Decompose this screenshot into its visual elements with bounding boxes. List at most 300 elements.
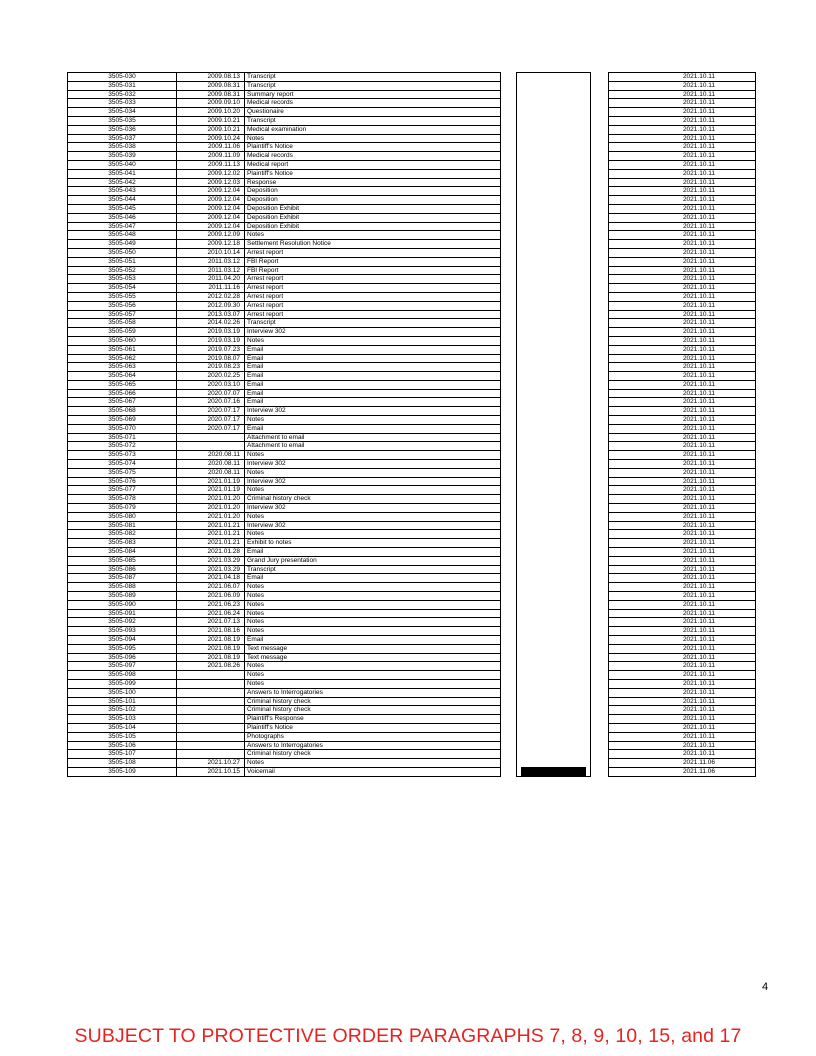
exhibit-number: 3505-083 (68, 539, 177, 548)
document-description: Interview 302 (245, 477, 501, 486)
document-description: Medical report (245, 160, 501, 169)
column-gap (591, 125, 609, 134)
redaction-column (517, 99, 591, 108)
column-gap (501, 495, 517, 504)
table-row (68, 451, 756, 460)
redaction-column (517, 662, 591, 671)
document-date: 2021.06.07 (177, 583, 245, 592)
production-date: 2021.10.11 (609, 741, 756, 750)
redaction-column (517, 372, 591, 381)
document-description: Medical examination (245, 125, 501, 134)
redaction-column (517, 336, 591, 345)
document-date: 2021.01.19 (177, 486, 245, 495)
column-gap (591, 134, 609, 143)
document-description: Criminal history check (245, 697, 501, 706)
production-date: 2021.10.11 (609, 732, 756, 741)
table-row (68, 468, 756, 477)
column-gap (591, 767, 609, 776)
table-row (68, 160, 756, 169)
production-date: 2021.10.11 (609, 90, 756, 99)
exhibit-number: 3505-043 (68, 187, 177, 196)
table-row (68, 125, 756, 134)
production-date: 2021.10.11 (609, 583, 756, 592)
table-row (68, 521, 756, 530)
exhibit-number: 3505-058 (68, 319, 177, 328)
column-gap (501, 512, 517, 521)
production-date: 2021.10.11 (609, 372, 756, 381)
column-gap (591, 81, 609, 90)
column-gap (501, 732, 517, 741)
redaction-column (517, 248, 591, 257)
document-date: 2009.08.31 (177, 81, 245, 90)
document-date: 2021.03.29 (177, 556, 245, 565)
table-row (68, 187, 756, 196)
redaction-column (517, 636, 591, 645)
column-gap (501, 143, 517, 152)
production-date: 2021.10.11 (609, 644, 756, 653)
production-date: 2021.10.11 (609, 442, 756, 451)
exhibit-number: 3505-038 (68, 143, 177, 152)
production-date: 2021.10.11 (609, 134, 756, 143)
redaction-column (517, 134, 591, 143)
production-date: 2021.11.06 (609, 759, 756, 768)
redaction-column (517, 143, 591, 152)
table-row (68, 116, 756, 125)
document-date: 2009.11.13 (177, 160, 245, 169)
exhibit-number: 3505-088 (68, 583, 177, 592)
exhibit-number: 3505-078 (68, 495, 177, 504)
column-gap (591, 486, 609, 495)
exhibit-number: 3505-086 (68, 565, 177, 574)
table-row (68, 336, 756, 345)
table-row (68, 380, 756, 389)
table-row (68, 407, 756, 416)
exhibit-number: 3505-106 (68, 741, 177, 750)
document-date (177, 706, 245, 715)
table-row (68, 152, 756, 161)
column-gap (501, 662, 517, 671)
column-gap (501, 125, 517, 134)
column-gap (501, 328, 517, 337)
redaction-column (517, 592, 591, 601)
redaction-column (517, 653, 591, 662)
document-date (177, 741, 245, 750)
document-description: Notes (245, 486, 501, 495)
document-description: FBI Report (245, 257, 501, 266)
table-row (68, 504, 756, 513)
document-description: Notes (245, 609, 501, 618)
column-gap (501, 688, 517, 697)
document-date: 2009.10.20 (177, 108, 245, 117)
table-row (68, 486, 756, 495)
production-date: 2021.10.11 (609, 213, 756, 222)
production-date: 2021.10.11 (609, 627, 756, 636)
table-row (68, 706, 756, 715)
column-gap (501, 266, 517, 275)
column-gap (591, 99, 609, 108)
document-date: 2020.08.11 (177, 468, 245, 477)
production-date: 2021.10.11 (609, 160, 756, 169)
redaction-column (517, 715, 591, 724)
document-description: Email (245, 345, 501, 354)
document-date: 2021.06.24 (177, 609, 245, 618)
table-row (68, 759, 756, 768)
redaction-column (517, 706, 591, 715)
document-date: 2014.02.26 (177, 319, 245, 328)
document-description: Notes (245, 671, 501, 680)
exhibit-number: 3505-035 (68, 116, 177, 125)
column-gap (591, 477, 609, 486)
document-description: Criminal history check (245, 495, 501, 504)
production-date: 2021.10.11 (609, 116, 756, 125)
table-row (68, 539, 756, 548)
column-gap (501, 468, 517, 477)
column-gap (591, 196, 609, 205)
column-gap (501, 521, 517, 530)
redaction-column (517, 759, 591, 768)
document-description: Medical records (245, 99, 501, 108)
column-gap (591, 548, 609, 557)
redaction-column (517, 116, 591, 125)
column-gap (591, 653, 609, 662)
page-number: 4 (762, 981, 769, 993)
exhibit-number: 3505-096 (68, 653, 177, 662)
production-date: 2021.11.06 (609, 767, 756, 776)
table-row (68, 99, 756, 108)
exhibit-number: 3505-109 (68, 767, 177, 776)
production-date: 2021.10.11 (609, 424, 756, 433)
production-date: 2021.10.11 (609, 196, 756, 205)
document-date: 2009.09.10 (177, 99, 245, 108)
document-description: Criminal history check (245, 706, 501, 715)
production-date: 2021.10.11 (609, 706, 756, 715)
document-date (177, 688, 245, 697)
column-gap (501, 556, 517, 565)
production-date: 2021.10.11 (609, 328, 756, 337)
document-description: Email (245, 636, 501, 645)
table-row (68, 741, 756, 750)
column-gap (501, 116, 517, 125)
column-gap (501, 292, 517, 301)
column-gap (501, 618, 517, 627)
document-date: 2009.11.06 (177, 143, 245, 152)
exhibit-number: 3505-087 (68, 574, 177, 583)
column-gap (591, 116, 609, 125)
exhibit-number: 3505-103 (68, 715, 177, 724)
redaction-column (517, 442, 591, 451)
document-date: 2021.08.16 (177, 627, 245, 636)
column-gap (591, 284, 609, 293)
table-row (68, 767, 756, 776)
production-date: 2021.10.11 (609, 319, 756, 328)
redaction-column (517, 196, 591, 205)
redaction-column (517, 767, 591, 776)
production-date: 2021.10.11 (609, 407, 756, 416)
table-row (68, 73, 756, 82)
production-date: 2021.10.11 (609, 715, 756, 724)
column-gap (501, 741, 517, 750)
production-date: 2021.10.11 (609, 292, 756, 301)
document-date: 2021.10.15 (177, 767, 245, 776)
column-gap (591, 759, 609, 768)
exhibit-number: 3505-099 (68, 679, 177, 688)
column-gap (591, 204, 609, 213)
document-description: Interview 302 (245, 504, 501, 513)
production-date: 2021.10.11 (609, 231, 756, 240)
column-gap (501, 398, 517, 407)
document-date: 2009.12.03 (177, 178, 245, 187)
document-date: 2020.07.07 (177, 389, 245, 398)
table-row (68, 477, 756, 486)
column-gap (501, 600, 517, 609)
redaction-column (517, 152, 591, 161)
production-date: 2021.10.11 (609, 187, 756, 196)
production-date: 2021.10.11 (609, 600, 756, 609)
column-gap (591, 266, 609, 275)
table-row (68, 723, 756, 732)
column-gap (591, 363, 609, 372)
table-row (68, 495, 756, 504)
exhibit-number: 3505-084 (68, 548, 177, 557)
table-row (68, 592, 756, 601)
document-description: Arrest report (245, 310, 501, 319)
column-gap (591, 240, 609, 249)
document-date: 2021.04.18 (177, 574, 245, 583)
column-gap (591, 539, 609, 548)
column-gap (501, 442, 517, 451)
column-gap (591, 715, 609, 724)
redaction-column (517, 213, 591, 222)
column-gap (501, 99, 517, 108)
document-date (177, 723, 245, 732)
production-date: 2021.10.11 (609, 495, 756, 504)
exhibit-number: 3505-061 (68, 345, 177, 354)
column-gap (501, 196, 517, 205)
exhibit-number: 3505-040 (68, 160, 177, 169)
document-description: Answers to Interrogatories (245, 741, 501, 750)
document-description: Email (245, 389, 501, 398)
column-gap (591, 662, 609, 671)
redaction-column (517, 240, 591, 249)
column-gap (591, 152, 609, 161)
exhibit-number: 3505-101 (68, 697, 177, 706)
document-date: 2009.12.02 (177, 169, 245, 178)
exhibit-number: 3505-102 (68, 706, 177, 715)
column-gap (591, 336, 609, 345)
document-date: 2011.03.12 (177, 266, 245, 275)
table-row (68, 574, 756, 583)
exhibit-number: 3505-052 (68, 266, 177, 275)
document-description: Questionaire (245, 108, 501, 117)
redaction-column (517, 90, 591, 99)
exhibit-number: 3505-097 (68, 662, 177, 671)
document-date: 2011.03.12 (177, 257, 245, 266)
production-date: 2021.10.11 (609, 125, 756, 134)
production-date: 2021.10.11 (609, 662, 756, 671)
document-description: Exhibit to notes (245, 539, 501, 548)
document-description: Arrest report (245, 292, 501, 301)
redaction-column (517, 504, 591, 513)
column-gap (501, 257, 517, 266)
column-gap (501, 301, 517, 310)
exhibit-number: 3505-030 (68, 73, 177, 82)
document-description: Transcript (245, 73, 501, 82)
exhibit-number: 3505-054 (68, 284, 177, 293)
document-description: Settlement Resolution Notice (245, 240, 501, 249)
document-date: 2012.09.30 (177, 301, 245, 310)
production-date: 2021.10.11 (609, 530, 756, 539)
column-gap (501, 715, 517, 724)
redaction-column (517, 679, 591, 688)
production-date: 2021.10.11 (609, 636, 756, 645)
redaction-column (517, 204, 591, 213)
column-gap (591, 688, 609, 697)
exhibit-log-body (68, 73, 756, 777)
exhibit-number: 3505-041 (68, 169, 177, 178)
redaction-column (517, 73, 591, 82)
document-date: 2021.06.23 (177, 600, 245, 609)
redaction-column (517, 539, 591, 548)
production-date: 2021.10.11 (609, 143, 756, 152)
redaction-column (517, 266, 591, 275)
exhibit-number: 3505-089 (68, 592, 177, 601)
table-row (68, 301, 756, 310)
production-date: 2021.10.11 (609, 284, 756, 293)
column-gap (591, 627, 609, 636)
table-row (68, 134, 756, 143)
column-gap (501, 204, 517, 213)
column-gap (591, 187, 609, 196)
document-date: 2021.01.21 (177, 539, 245, 548)
document-date: 2011.04.20 (177, 275, 245, 284)
document-description: Text message (245, 644, 501, 653)
table-row (68, 90, 756, 99)
redaction-column (517, 275, 591, 284)
column-gap (591, 248, 609, 257)
production-date: 2021.10.11 (609, 222, 756, 231)
redaction-column (517, 556, 591, 565)
document-description: Plaintiff's Notice (245, 143, 501, 152)
document-description: Email (245, 548, 501, 557)
production-date: 2021.10.11 (609, 345, 756, 354)
production-date: 2021.10.11 (609, 204, 756, 213)
redaction-column (517, 380, 591, 389)
redaction-column (517, 583, 591, 592)
table-row (68, 662, 756, 671)
document-date: 2021.01.19 (177, 477, 245, 486)
table-row (68, 213, 756, 222)
column-gap (591, 319, 609, 328)
column-gap (501, 310, 517, 319)
redaction-column (517, 644, 591, 653)
document-date: 2009.10.24 (177, 134, 245, 143)
document-date: 2009.12.04 (177, 222, 245, 231)
document-description: Transcript (245, 319, 501, 328)
column-gap (501, 380, 517, 389)
redaction-column (517, 160, 591, 169)
exhibit-number: 3505-050 (68, 248, 177, 257)
table-row (68, 416, 756, 425)
table-row (68, 750, 756, 759)
document-description: Notes (245, 618, 501, 627)
table-row (68, 275, 756, 284)
redaction-column (517, 398, 591, 407)
document-date: 2021.08.26 (177, 662, 245, 671)
document-description: Notes (245, 530, 501, 539)
exhibit-number: 3505-044 (68, 196, 177, 205)
column-gap (591, 372, 609, 381)
table-row (68, 609, 756, 618)
table-row (68, 600, 756, 609)
document-description: Notes (245, 468, 501, 477)
exhibit-number: 3505-039 (68, 152, 177, 161)
column-gap (501, 169, 517, 178)
production-date: 2021.10.11 (609, 653, 756, 662)
production-date: 2021.10.11 (609, 99, 756, 108)
column-gap (501, 644, 517, 653)
document-description: Plaintiff's Notice (245, 723, 501, 732)
table-row (68, 310, 756, 319)
document-date (177, 679, 245, 688)
table-row (68, 715, 756, 724)
document-description: Interview 302 (245, 460, 501, 469)
table-row (68, 108, 756, 117)
exhibit-number: 3505-059 (68, 328, 177, 337)
production-date: 2021.10.11 (609, 679, 756, 688)
redaction-column (517, 284, 591, 293)
document-description: Email (245, 574, 501, 583)
document-description: Transcript (245, 565, 501, 574)
document-description: Summary report (245, 90, 501, 99)
exhibit-number: 3505-094 (68, 636, 177, 645)
column-gap (501, 592, 517, 601)
production-date: 2021.10.11 (609, 336, 756, 345)
table-row (68, 556, 756, 565)
column-gap (501, 213, 517, 222)
production-date: 2021.10.11 (609, 548, 756, 557)
document-description: Notes (245, 416, 501, 425)
redaction-column (517, 574, 591, 583)
table-row (68, 319, 756, 328)
column-gap (501, 697, 517, 706)
table-row (68, 565, 756, 574)
column-gap (501, 284, 517, 293)
production-date: 2021.10.11 (609, 310, 756, 319)
production-date: 2021.10.11 (609, 609, 756, 618)
document-date: 2021.01.20 (177, 495, 245, 504)
column-gap (501, 81, 517, 90)
table-row (68, 240, 756, 249)
column-gap (591, 609, 609, 618)
column-gap (591, 574, 609, 583)
redaction-column (517, 407, 591, 416)
document-date: 2021.07.13 (177, 618, 245, 627)
exhibit-number: 3505-055 (68, 292, 177, 301)
redaction-bar (521, 767, 586, 775)
redaction-column (517, 468, 591, 477)
document-description: Notes (245, 627, 501, 636)
production-date: 2021.10.11 (609, 266, 756, 275)
redaction-column (517, 125, 591, 134)
column-gap (501, 424, 517, 433)
column-gap (501, 433, 517, 442)
document-date: 2009.08.31 (177, 90, 245, 99)
document-date: 2020.08.11 (177, 451, 245, 460)
exhibit-number: 3505-066 (68, 389, 177, 398)
column-gap (591, 380, 609, 389)
exhibit-number: 3505-060 (68, 336, 177, 345)
redaction-column (517, 671, 591, 680)
